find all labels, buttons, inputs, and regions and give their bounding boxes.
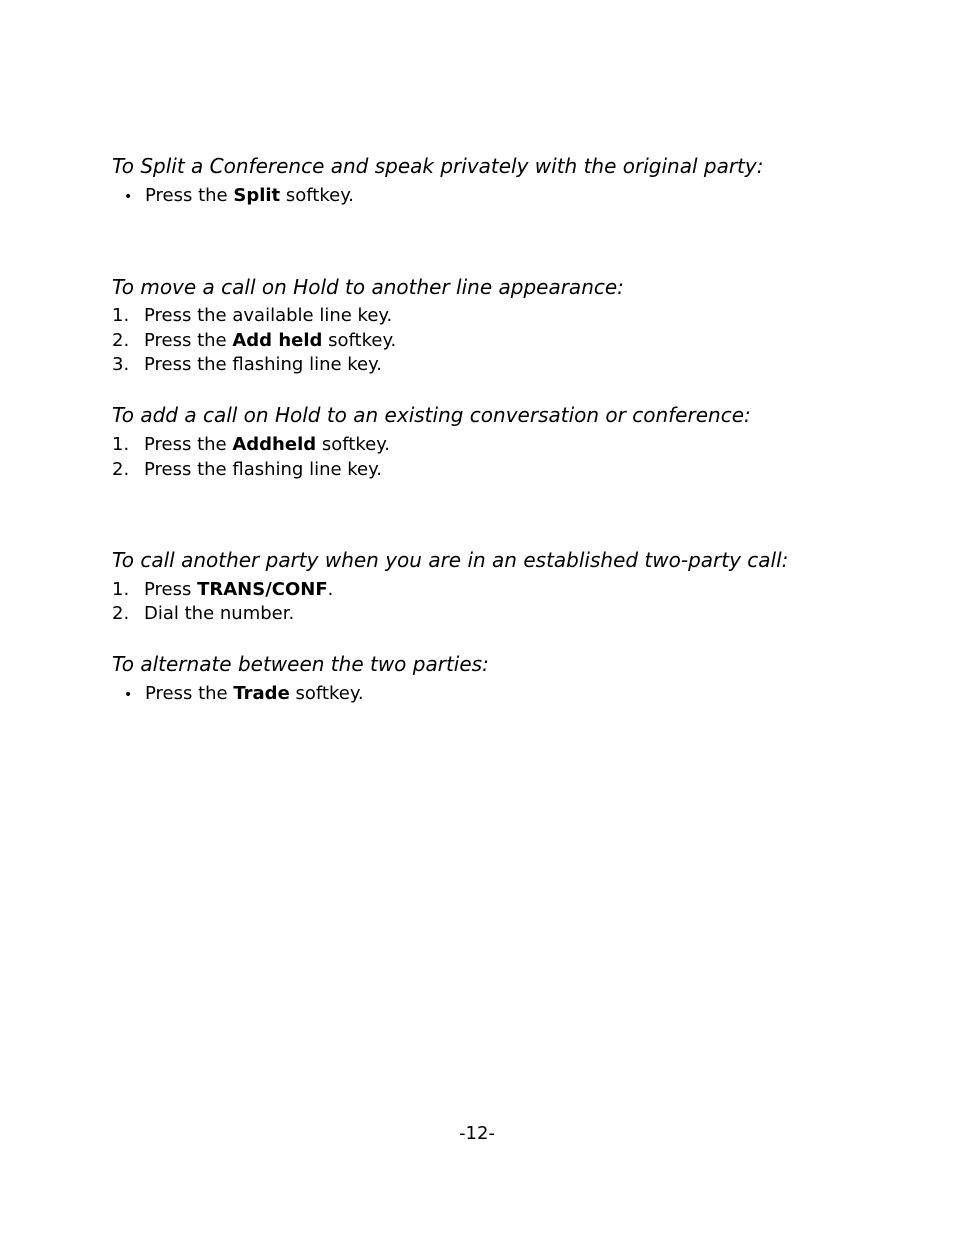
- step-number: 3.: [112, 354, 130, 375]
- page-number: -12-: [459, 1123, 495, 1144]
- section-heading-move-held-call: To move a call on Hold to another line appearance:: [112, 275, 624, 299]
- step-number: 1.: [112, 434, 130, 455]
- list-item: 3. Press the flashing line key.: [112, 354, 382, 375]
- step-number: 1.: [112, 579, 130, 600]
- list-item: 1. Press the Addheld softkey.: [112, 434, 390, 455]
- list-item: 2. Dial the number.: [112, 603, 295, 624]
- list-item: • Press the Trade softkey.: [124, 683, 364, 704]
- list-item: 1. Press the available line key.: [112, 305, 393, 326]
- softkey-name: Add held: [232, 330, 323, 351]
- softkey-name: Split: [233, 185, 281, 206]
- step-number: 1.: [112, 305, 130, 326]
- step-number: 2.: [112, 603, 130, 624]
- section-heading-alternate-parties: To alternate between the two parties:: [112, 652, 489, 676]
- section-heading-split-conference: To Split a Conference and speak privately with the original party:: [112, 154, 764, 178]
- list-item: 2. Press the Add held softkey.: [112, 330, 397, 351]
- step-number: 2.: [112, 459, 130, 480]
- softkey-name: Addheld: [232, 434, 317, 455]
- section-heading-call-another-party: To call another party when you are in an established two-party call:: [112, 548, 789, 572]
- list-item: • Press the Split softkey.: [124, 185, 355, 206]
- bullet-marker: •: [124, 189, 133, 205]
- list-item: 2. Press the flashing line key.: [112, 459, 382, 480]
- section-heading-add-held-call: To add a call on Hold to an existing conversation or conference:: [112, 403, 751, 427]
- softkey-name: Trade: [233, 683, 290, 704]
- key-name: TRANS/CONF: [197, 579, 328, 600]
- list-item: 1. Press TRANS/CONF.: [112, 579, 334, 600]
- step-number: 2.: [112, 330, 130, 351]
- bullet-marker: •: [124, 687, 133, 703]
